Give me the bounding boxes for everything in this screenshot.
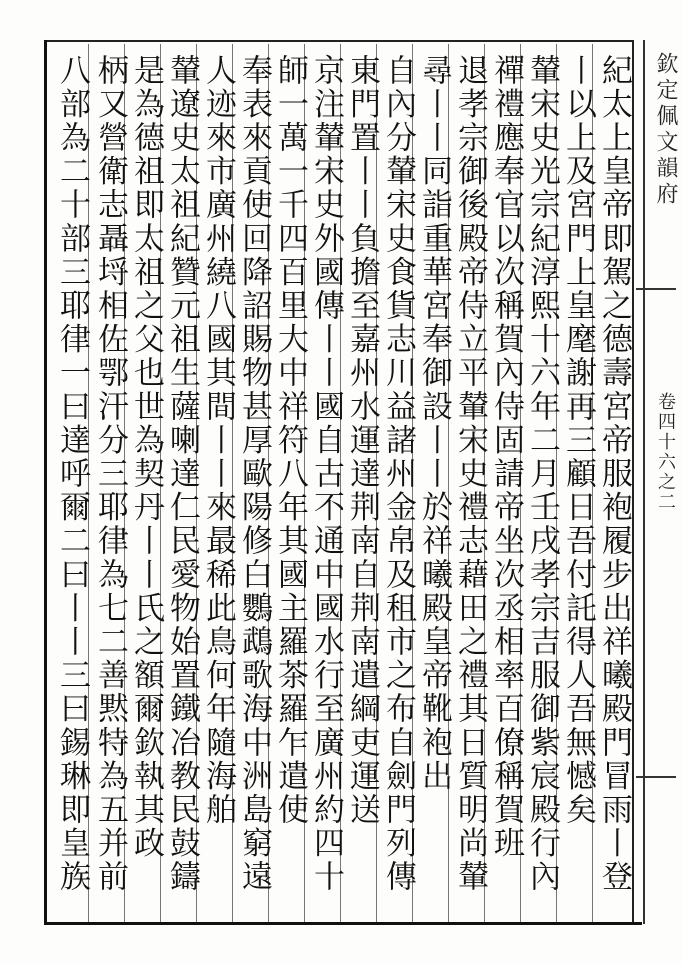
- text-column-13: 輦遼史太祖紀贊元祖生薩喇達仁民愛物始置鐵冶教民鼓鑄: [164, 54, 200, 894]
- left-border: [44, 40, 47, 925]
- text-column-10: 師一萬一千四百里大中祥符八年其國主羅茶羅乍遣使: [272, 54, 308, 827]
- top-border: [44, 40, 634, 42]
- text-column-5: 退孝宗御後殿帝侍立平輦宋史禮志藉田之禮其日質明尚輦: [452, 54, 488, 894]
- fishtail-mark: [636, 288, 676, 290]
- text-column-1: 紀太上皇帝即駕之德壽宮帝服袍履步出祥曦殿門冒雨丨登: [596, 54, 632, 894]
- text-column-15: 柄又營衛志聶埒相佐鄂汗分三耶律為七二善黙特為五并前: [92, 54, 128, 894]
- text-column-3: 輦宋史光宗紀淳熙十六年二月壬戌孝宗吉服御紫宸殿行內: [524, 54, 560, 894]
- text-column-14: 是為德祖即太祖之父也世為契丹丨丨氏之額爾欽執其政: [128, 54, 164, 861]
- text-column-6: 尋丨丨同詣重華宮奉御設丨丨於祥曦殿皇帝靴袍出: [416, 54, 452, 794]
- text-column-11: 奉表來貢使回降詔賜物甚厚歐陽修白鸚鵡歌海中洲島窮遠: [236, 54, 272, 894]
- text-column-2: 丨以上及宮門上皇麾謝再三顧日吾付託得人吾無憾矣: [560, 54, 596, 827]
- text-column-16: 八部為二十部三耶律一曰達呼爾二曰丨丨三曰錫琳即皇族: [54, 54, 90, 894]
- volume-label: 卷四十六之二: [655, 392, 676, 512]
- book-title: 欽定佩文韻府: [653, 52, 678, 208]
- fishtail-mark-lower: [636, 776, 676, 778]
- bottom-border: [44, 922, 642, 925]
- text-column-9: 京注輦宋史外國傳丨丨國自古不通中國水行至廣州約四十: [308, 54, 344, 894]
- text-column-8: 東門置丨丨負擔至嘉州水運達荆南自荆南遣綱吏運送: [344, 54, 380, 827]
- text-column-7: 自內分輦宋史食貨志川益諸州金帛及租市之布自劍門列傳: [380, 54, 416, 894]
- text-column-12: 人迹來市廣州繞八國其間丨丨來最稀此鳥何年隨海舶: [200, 54, 236, 827]
- text-column-4: 禪禮應奉官以次稱賀內侍固請帝坐次丞相率百僚稱賀班: [488, 54, 524, 861]
